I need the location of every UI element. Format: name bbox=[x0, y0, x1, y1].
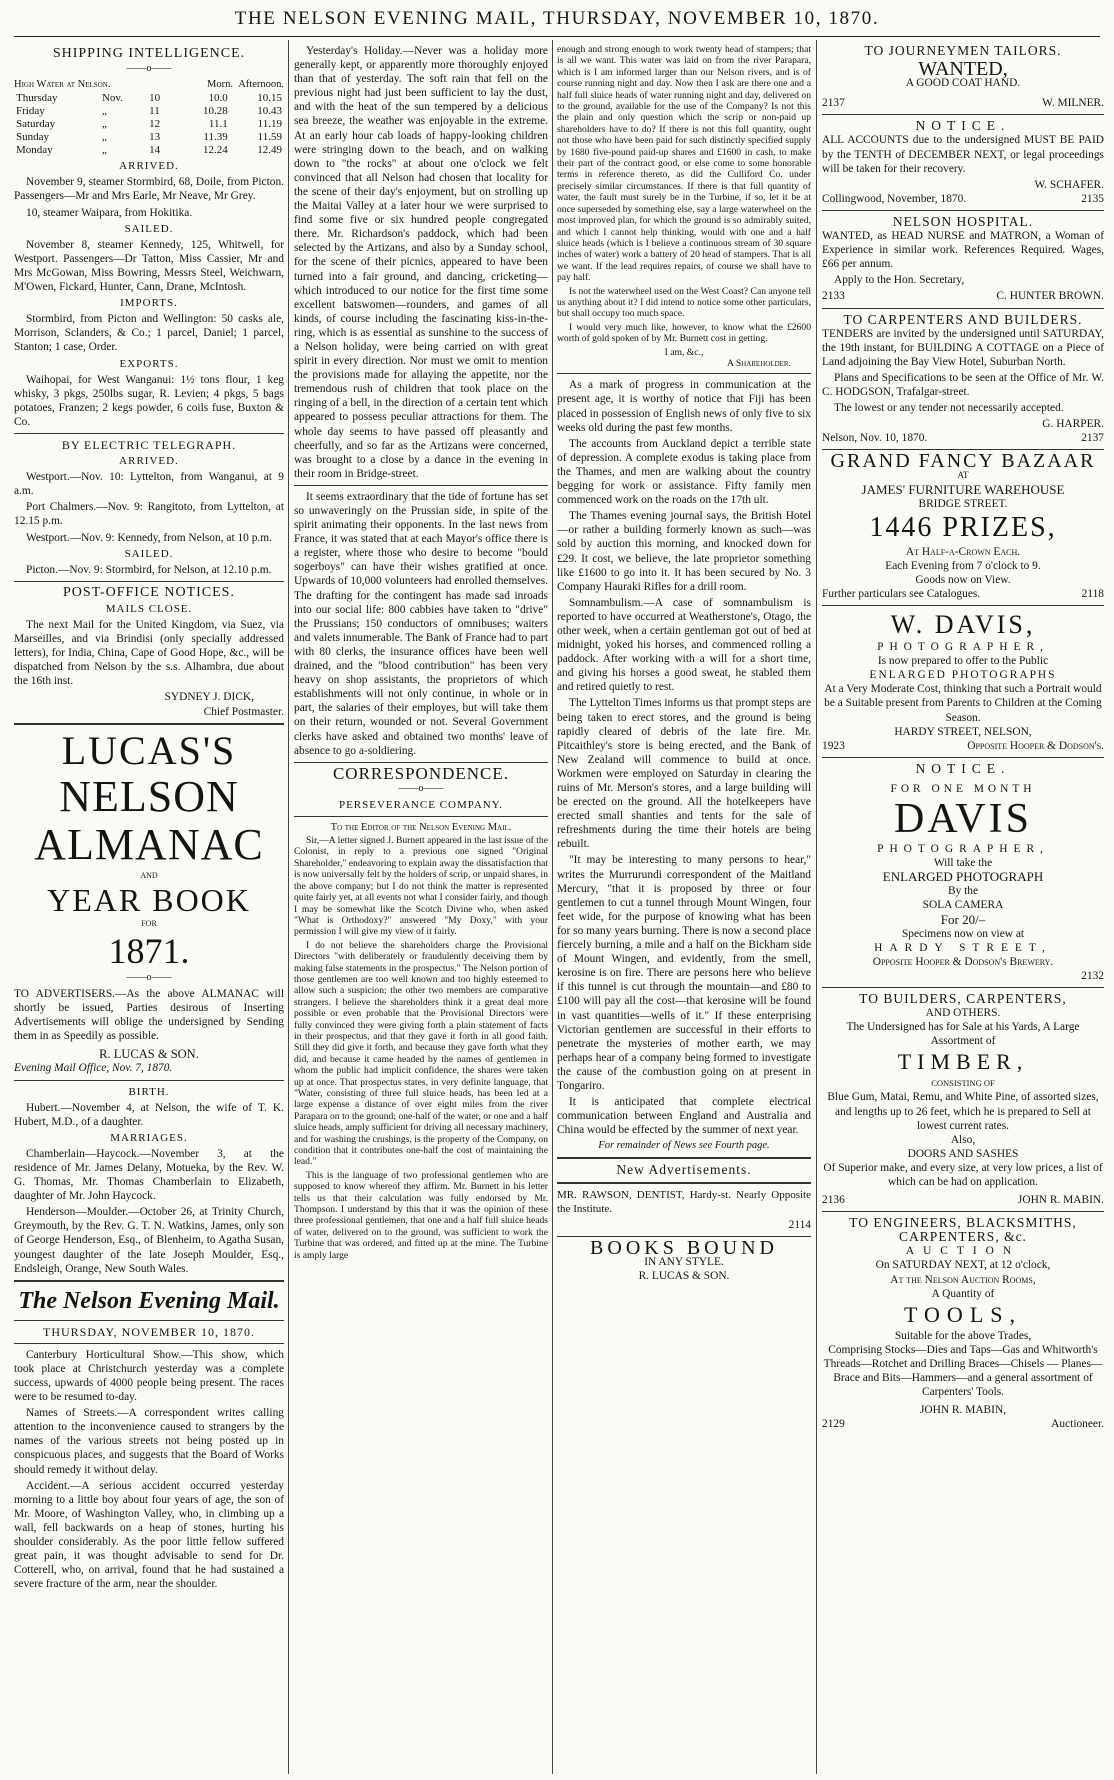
birth-heading: BIRTH. bbox=[128, 1085, 170, 1098]
remainder-note: For remainder of News see Fourth page. bbox=[598, 1140, 770, 1152]
letter-closing: I am, &c., bbox=[664, 346, 704, 358]
divider bbox=[14, 723, 284, 725]
tide-row bbox=[14, 131, 284, 144]
ad-engineers-line: A Quantity of bbox=[931, 1287, 995, 1300]
almanac-and: AND bbox=[140, 870, 158, 880]
almanac-title-2: NELSON ALMANAC bbox=[34, 771, 264, 869]
tide-cell-day: Sunday bbox=[16, 131, 49, 144]
imports-heading: IMPORTS. bbox=[120, 297, 178, 310]
ad-carpenters-lowest: The lowest or any tender not necessarily accepted. bbox=[834, 402, 1064, 415]
tide-cell-m: 11.1 bbox=[208, 118, 228, 131]
article-thames: The Thames evening journal says, the British Hotel—or rather a building formerly known as such—was sold by auction this morning, and knocked down for £29. It cost, we believe, the late proprietor something like £1600 to go into it. It has been secured by No. 3 Company Hauraki Rifles for a drill room. bbox=[557, 510, 811, 593]
tide-cell-d: 13 bbox=[149, 131, 161, 144]
tide-cell-d: 11 bbox=[149, 105, 160, 118]
ad-bazaar-each: At Half-a-Crown Each. bbox=[905, 545, 1021, 558]
mails-text: The next Mail for the United Kingdom, via Suez, via Marseilles, and via Brindisi (only specially addressed letters), for India, China, Cape of Good Hope, &c., will be dispatched from Nelson by the s.s. Alhambra, due about the 16th inst. bbox=[14, 619, 284, 688]
imports-entry: Stormbird, from Picton and Wellington: 50 casks ale, Morrison, Sclanders, & Co.; 1 parcel, Daniel; 1 parcel, Stanton; 1 case, Order. bbox=[14, 313, 284, 354]
ad-builders-superior: Of Superior make, and every size, at very low prices, a list of which can be had on application. bbox=[823, 1161, 1103, 1188]
almanac-date: Evening Mail Office, Nov. 7, 1870. bbox=[14, 1062, 173, 1075]
column-divider bbox=[816, 40, 817, 1774]
divider bbox=[14, 1320, 284, 1321]
divider bbox=[14, 1280, 284, 1282]
ad-davis-heading: W. DAVIS, bbox=[890, 610, 1036, 640]
ad-number: 2114 bbox=[788, 1218, 811, 1231]
ad-notice2-photographer: PHOTOGRAPHER, bbox=[877, 843, 1049, 856]
ornament: ——o—— bbox=[126, 63, 172, 75]
tide-cell-d: 14 bbox=[149, 144, 161, 157]
ad-engineers-line: On SATURDAY NEXT, at 12 o'clock, bbox=[875, 1259, 1051, 1272]
article-show: Canterbury Horticultural Show.—This show, which took place at Christchurch yesterday was a complete success, upwards of 4000 people being present. The races were to be resumed to-day. bbox=[14, 1348, 284, 1404]
ad-bazaar-prizes: 1446 PRIZES, bbox=[869, 511, 1057, 543]
ad-builders-doors: DOORS AND SASHES bbox=[907, 1147, 1019, 1160]
ad-coat-hand: A GOOD COAT HAND. bbox=[905, 77, 1021, 90]
divider bbox=[557, 373, 811, 374]
ad-number: 2133 bbox=[822, 290, 845, 303]
new-ads-heading: New Advertisements. bbox=[616, 1162, 752, 1178]
ad-bazaar-evening: Each Evening from 7 o'clock to 9. bbox=[885, 559, 1041, 572]
ad-date: Nelson, Nov. 10, 1870. bbox=[822, 432, 928, 445]
tide-cell-mon: „ bbox=[101, 144, 107, 157]
article-fiji: As a mark of progress in communication at the present age, it is worthy of notice that Fiji has been placed in possession of English news of only five to six weeks old during the past few months. bbox=[557, 379, 811, 434]
divider bbox=[822, 114, 1104, 115]
tide-cell-mon: Nov. bbox=[101, 92, 123, 105]
ad-number: 2136 bbox=[822, 1194, 845, 1207]
ad-carpenters-body: TENDERS are invited by the undersigned until SATURDAY, the 19th instant, for BUILDING A COTTAGE on a Piece of Land adjoining the Bay View Hotel, Suburban North. bbox=[822, 327, 1104, 368]
ad-builders-heading: TO BUILDERS, CARPENTERS, bbox=[859, 990, 1067, 1006]
tide-cell-a: 11.19 bbox=[257, 118, 282, 131]
ad-signature: JOHN R. MABIN, bbox=[919, 1404, 1007, 1417]
telegraph-entry: Picton.—Nov. 9: Stormbird, for Nelson, at 12.10 p.m. bbox=[26, 563, 272, 576]
tide-row bbox=[14, 118, 284, 131]
arrived-heading: ARRIVED. bbox=[119, 160, 179, 173]
ad-engineers-auctioneer: Auctioneer. bbox=[1051, 1418, 1104, 1431]
ad-wanted: WANTED, bbox=[918, 58, 1008, 81]
telegraph-heading: BY ELECTRIC TELEGRAPH. bbox=[61, 437, 237, 452]
telegraph-entry: Port Chalmers.—Nov. 9: Rangitoto, from Lyttelton, at 12.15 p.m. bbox=[14, 501, 284, 528]
ad-notice2-line: Will take the bbox=[933, 857, 993, 870]
paper-nameplate: The Nelson Evening Mail. bbox=[18, 1287, 280, 1314]
tide-cell-m: 12.24 bbox=[202, 144, 228, 157]
ad-bazaar-place: JAMES' FURNITURE WAREHOUSE bbox=[861, 481, 1065, 497]
tide-cell-day: Thursday bbox=[16, 92, 58, 105]
ad-davis-line: Opposite Hooper & Dodson's. bbox=[967, 739, 1104, 752]
ad-books-bound: BOOKS BOUND bbox=[590, 1236, 778, 1259]
divider bbox=[14, 433, 284, 434]
ad-tailors-heading: TO JOURNEYMEN TAILORS. bbox=[864, 44, 1062, 58]
ad-notice2-heading: NOTICE. bbox=[915, 760, 1011, 776]
mails-signature-title: Chief Postmaster. bbox=[203, 705, 284, 718]
tide-header-left: High Water at Nelson. bbox=[14, 79, 111, 91]
ad-davis-line: At a Very Moderate Cost, thinking that such a Portrait would be a Suitable present from Parents to Children at the Coming Season. bbox=[824, 683, 1102, 724]
tide-cell-mon: „ bbox=[101, 131, 107, 144]
ad-notice2-davis: DAVIS bbox=[894, 796, 1032, 843]
divider bbox=[14, 1080, 284, 1081]
ad-notice2-month: FOR ONE MONTH bbox=[890, 782, 1036, 795]
paper-dateline: THURSDAY, NOVEMBER 10, 1870. bbox=[42, 1324, 256, 1339]
ornament: ——o—— bbox=[398, 782, 444, 794]
tide-header-mid: Morn. bbox=[207, 79, 233, 91]
ad-notice2-line: By the bbox=[947, 885, 979, 898]
article-prussia: It seems extraordinary that the tide of fortune has set so unwaveringly on the Prussian side, in spite of the spirit animating their opponents. In the last news from France, it was stated that at each Mayor's office there is a register, where those who desire to become "bould sogerboys" can have their wishes gratified at once. Upwards of 10,000 volunteers had enrolled themselves. The drafting for the contingent has made sad inroads into our social life: 800 cabbies have taken to "drive" the Prussians; 150 conductors of omnibuses; waiters and valets innumerable. The Bank of France had to part with 80 clerks, the insurance offices have been well drained, and the "blood contribution" has been very heavy on shop assistants, the proprietors of which establishments will not only continue, in whole or in part, the salaries of their employes, but will take them on their return, wounded or not. Several Government clerks have asked and obtained two months' leave of absence to go a-soldiering. bbox=[294, 490, 548, 757]
letter-paragraph: I would very much like, however, to know what the £2600 worth of gold spoken of by Mr. Burnett cost in getting. bbox=[557, 321, 811, 345]
divider bbox=[822, 308, 1104, 309]
birth-entry: Hubert.—November 4, at Nelson, the wife of T. K. Hubert, M.D., of a daughter. bbox=[14, 1101, 284, 1128]
mails-heading: MAILS CLOSE. bbox=[105, 602, 193, 615]
tide-cell-mon: „ bbox=[101, 118, 107, 131]
shipping-heading: SHIPPING INTELLIGENCE. bbox=[52, 46, 246, 61]
tide-cell-a: 10.15 bbox=[257, 92, 282, 105]
ad-signature: W. SCHAFER. bbox=[1034, 178, 1104, 191]
article-streets: Names of Streets.—A correspondent writes calling attention to the inconvenience caused to strangers by the names of the various streets not being posted up in conspicuous places, and suggests that the Board of Works should remedy it without delay. bbox=[14, 1407, 284, 1476]
ad-number: 2135 bbox=[1081, 192, 1104, 205]
ad-number: 2132 bbox=[1081, 969, 1104, 982]
ad-engineers-list: Comprising Stocks—Dies and Taps—Gas and Whitworth's Threads—Rotchet and Drilling Braces—Chisels — Planes—Brace and Bits—Hammers—and a general assortment of Carpenters' Tools. bbox=[823, 1343, 1103, 1399]
arrived-entry: 10, steamer Waipara, from Hokitika. bbox=[26, 206, 193, 219]
ad-davis-line: ENLARGED PHOTOGRAPHS bbox=[869, 669, 1057, 682]
ad-notice-body: ALL ACCOUNTS due to the undersigned MUST BE PAID by the TENTH of DECEMBER NEXT, or legal proceedings will be taken for their recovery. bbox=[822, 134, 1104, 175]
tide-row bbox=[14, 92, 284, 105]
telegraph-entry: Westport.—Nov. 9: Kennedy, from Nelson, at 10 p.m. bbox=[26, 531, 272, 544]
divider bbox=[822, 210, 1104, 211]
ad-number: 2137 bbox=[1081, 432, 1104, 445]
ad-number: 2118 bbox=[1081, 588, 1104, 600]
almanac-signature: R. LUCAS & SON. bbox=[99, 1047, 199, 1062]
column-4 bbox=[822, 44, 1104, 1774]
ad-books-style: IN ANY STYLE. bbox=[644, 1255, 724, 1268]
tide-header bbox=[14, 78, 284, 92]
exports-entry: Waihopai, for West Wanganui: 1½ tons flour, 1 keg whisky, 3 pkgs, 250lbs sugar, R. Levien; 4 pkgs, 5 bags potatoes, Franzen; 2 kegs powder, 6 coils fuse, Buxton & Co. bbox=[14, 373, 284, 428]
ad-builders-body: The Undersigned has for Sale at his Yards, A Large Assortment of bbox=[846, 1021, 1080, 1048]
ad-engineers-heading-2: CARPENTERS, &c. bbox=[899, 1229, 1027, 1245]
tide-row bbox=[14, 105, 284, 118]
column-divider bbox=[552, 40, 553, 1774]
tide-cell-a: 10.43 bbox=[257, 105, 282, 118]
column-3 bbox=[557, 44, 811, 1774]
ad-rawson: MR. RAWSON, DENTIST, Hardy-st. Nearly Opposite the Institute. bbox=[557, 1188, 811, 1215]
article-telegraph: It is anticipated that complete electrical communication between England and Australia and China would be effected by the summer of next year. bbox=[557, 1096, 811, 1137]
divider bbox=[822, 987, 1104, 988]
tide-cell-m: 10.28 bbox=[202, 105, 228, 118]
article-accident: Accident.—A serious accident occurred yesterday morning to a little boy about four years of age, the son of Mr. Moore, of Washington Valley, who, in climbing up a wall, fell backwards on a heap of stones, hurting his shoulder considerably. As the poor little fellow suffered great pain, it was thought advisable to send for Dr. Cotterell, who, on arrival, found that he had sustained a severe fracture of the arm, near the shoulder. bbox=[14, 1479, 284, 1591]
divider bbox=[294, 485, 548, 486]
ad-notice2-line: ENLARGED PHOTOGRAPH bbox=[882, 869, 1044, 885]
ad-notice2-line: Specimens now on view at bbox=[901, 927, 1025, 940]
tide-table bbox=[14, 92, 284, 157]
ad-signature: JOHN R. MABIN. bbox=[1017, 1194, 1104, 1207]
tide-cell-mon: „ bbox=[101, 105, 107, 118]
tide-cell-a: 11.59 bbox=[257, 131, 282, 144]
article-somnambulism: Somnambulism.—A case of somnambulism is reported to have occurred at Weatherstone's, Otago, the other week, when a certain gentleman got out of bed at midnight, yoked his horses, and commenced rolling a paddock. After working with a will for a short time, and giving his horses a good sweat, he stabled them and retired quietly to rest. bbox=[557, 596, 811, 694]
tide-cell-day: Saturday bbox=[16, 118, 56, 131]
ad-notice2-line: SOLA CAMERA bbox=[922, 899, 1004, 912]
letter-signature: A Shareholder. bbox=[727, 357, 791, 369]
article-wingen: "It may be interesting to many persons to hear," writes the Murrurundi correspondent of the Maitland Mercury, "that it is proposed by three or four gentlemen to cut a tunnel through Mount Wingen, four feet wide, for the purpose of knowing what has been for so many years burning. There is now a second place fiercely burning, a mile and a half on the Bickham side of Mount Wingen, and evidently, from the smell, kerosine is on fire. There are persons here who believe if this tunnel is cut through the mountain—and £80 to £100 will pay all the cost—that kerosine will be found in vast quantities—wells of it." If these enterprising Victorian gentlemen are successful in their efforts to penetrate the mysteries of mother earth, we may perhaps hear of a company being formed to investigate the cause of the combustion going on at present in Tongariro. bbox=[557, 854, 811, 1092]
ad-bazaar-street: BRIDGE STREET. bbox=[918, 497, 1008, 510]
divider bbox=[557, 1182, 811, 1184]
ad-notice2-line: Opposite Hooper & Dodson's Brewery. bbox=[872, 955, 1054, 968]
tide-cell-a: 12.49 bbox=[257, 144, 282, 157]
ad-signature: G. HARPER. bbox=[1042, 418, 1104, 431]
ad-davis-photographer: PHOTOGRAPHER, bbox=[877, 641, 1049, 654]
arrived-entry: November 9, steamer Stormbird, 68, Doile, from Picton. Passengers—Mr and Mrs Earle, Mr Neave, Mr Grey. bbox=[14, 176, 284, 203]
telegraph-arrived-heading: ARRIVED. bbox=[119, 455, 179, 468]
ad-number: 2137 bbox=[822, 97, 845, 110]
ad-bazaar-goods: Goods now on View. bbox=[915, 573, 1011, 586]
article-holiday: Yesterday's Holiday.—Never was a holiday more generally kept, or apparently more thoroughly enjoyed than that of yesterday. The soft rain that fell on the previous night had just been sufficient to lay the dust, and with the heat of the sun tempered by a delicious sea breeze, the weather was enjoyable in the extreme. At an early hour cab loads of happy-looking children were stringing down to the beach, and on walking down to "the rocks" at about one o'clock we felt convinced that all Nelson had chosen that locality for the scene of their day's enjoyment, but on strolling up the Maitai Valley at a later hour we were surprised to find some five or six hundred people congregated there. Mr. Richardson's paddock, which had been selected by the Artizans, and also by a Sunday school, for the scene of their picnics, appeared to have been turned into a fair ground, and dancing, cricketing—which introduced to our notice for the first time some excellent batswomen—rounders, and games of all kinds, of course including the fascinating kiss-in-the-ring, which is as essential as sunshine to the success of a Nelson holiday, were being carried on with great spirit in every direction. Nor must we omit to mention the provisions made for allaying the appetite, nor the tremendous rush of children that took place on the ringing of a bell, in the direction of a certain tent which appeared to possess peculiar attractions for them. The whole day seems to have passed off pleasantly and cheerfully, and so far as the Artizans were concerned, was brought to a close by a dance in the evening in their room in Bridge-street. bbox=[294, 45, 548, 480]
divider bbox=[822, 757, 1104, 758]
ad-bazaar-at: AT bbox=[957, 470, 969, 481]
telegraph-sailed-heading: SAILED. bbox=[124, 547, 174, 560]
ad-davis-line: Is now prepared to offer to the Public bbox=[877, 655, 1049, 668]
divider bbox=[14, 1343, 284, 1344]
tide-cell-m: 10.0 bbox=[208, 92, 228, 105]
ad-carpenters-heading: TO CARPENTERS AND BUILDERS. bbox=[843, 311, 1083, 327]
ad-place: Collingwood, November, 1870. bbox=[822, 192, 967, 205]
ad-signature: W. MILNER. bbox=[1042, 97, 1104, 110]
column-2 bbox=[294, 44, 548, 1774]
almanac-year: 1871. bbox=[108, 930, 190, 971]
telegraph-entry: Westport.—Nov. 10: Lyttelton, from Wanganui, at 9 a.m. bbox=[14, 471, 284, 498]
correspondence-addressee: To the Editor of the Nelson Evening Mail. bbox=[330, 821, 512, 833]
ad-builders-consisting: CONSISTING OF bbox=[931, 1078, 995, 1089]
divider bbox=[294, 816, 548, 817]
letter-paragraph: Sir,—A letter signed J. Burnett appeared in the last issue of the Colonist, in reply to a previous one signed "Original Shareholder," endeavoring to explain away the dissatisfaction that is now universally felt by the holders of scrip, or unpaid shares, in the above company; but I do not think the matter is represented quite fairly yet, at all events not what I consider fairly, and though I may be somewhat like the Scotch Divine who, when asked "What is Orthodoxy?" answered "My Doxy," with your permission I will give my view of it fairly. bbox=[294, 835, 548, 938]
ad-davis-line: HARDY STREET, NELSON, bbox=[894, 725, 1032, 738]
article-auckland: The accounts from Auckland depict a terrible state of depression. A complete exodus is taking place from the Thames, and men are walking about the country begging for work or assistance. Fifty family men commenced work on the roads on the 17th ult. bbox=[557, 437, 811, 507]
ad-number: 2129 bbox=[822, 1418, 845, 1431]
ad-builders-also: Also, bbox=[950, 1133, 976, 1146]
letter-paragraph: enough and strong enough to work twenty head of stampers; that is all we want. This water was laid on from the river Parapara, which is I am informed larger than our Nelson rivers, and is of course running night and day. Now then I ask are there one and a half full sluice heads of water running night and day, delivered on to the ground, available for the use of the Company? Is not this the plain and only question which the scrip or non-paid up shareholders have to do? If there is not this full quantity, ought not those who have been paid for such distinctly specified supply by 1680 five-pound paid-up shares and £1600 in cash, to make their part of the contract good, or else come to some honorable terms in reference thereto, as did the Culliford Co. under precisely similar circumstances. If there is that full quantity of water, the fault must surely be in the Turbine, if so, let it be at once superseded by something else, say a large waterwheel on the most improved plan, for which the ground is so admirably suited, and which I cannot help thinking, would with one and a half sluice heads (which is I believe a continuous stream of 30 square inches of water) work a battery of 20 head of stampers. That is all we want. If the lead requires repairs, of course we shall have to pay half. bbox=[557, 44, 811, 284]
masthead-rule bbox=[14, 36, 1100, 37]
ornament: ——o—— bbox=[126, 971, 172, 983]
divider bbox=[14, 581, 284, 582]
ad-builders-timber: TIMBER, bbox=[897, 1049, 1029, 1075]
mails-signature: SYDNEY J. DICK, bbox=[164, 691, 254, 704]
ad-notice2-line: For 20/– bbox=[940, 911, 986, 927]
tide-cell-d: 12 bbox=[149, 118, 161, 131]
ad-notice2-line: HARDY STREET, bbox=[874, 941, 1052, 954]
sailed-entry: November 8, steamer Kennedy, 125, Whitwell, for Westport. Passengers—Dr Tatton, Miss Cassier, Mr and Mrs McGowan, Miss Bowring, Messrs Steel, Weichwarn, M'Owen, Fickard, Hunter, Cann, Drane, McIntosh. bbox=[14, 238, 284, 294]
almanac-title-3: YEAR BOOK bbox=[47, 881, 251, 918]
marriages-heading: MARRIAGES. bbox=[110, 1131, 188, 1144]
column-1 bbox=[14, 44, 284, 1774]
post-office-heading: POST-OFFICE NOTICES. bbox=[63, 584, 235, 600]
ad-books-signature: R. LUCAS & SON. bbox=[638, 1270, 730, 1282]
ad-number: 1923 bbox=[822, 739, 845, 752]
correspondence-heading: CORRESPONDENCE. bbox=[332, 763, 510, 783]
marriage-entry: Henderson—Moulder.—October 26, at Trinity Church, Greymouth, by the Rev. G. T. N. Watkins, James, only son of George Henderson, Esq., of Blenheim, to Agatha Susan, youngest daughter of the late Joseph Moulder, Esq., Endsleigh, Orange, New South Wales. bbox=[14, 1206, 284, 1275]
column-divider bbox=[288, 40, 289, 1774]
tide-cell-day: Friday bbox=[16, 105, 45, 118]
letter-paragraph: Is not the waterwheel used on the West Coast? Can anyone tell us anything about it? I did intend to notice some other particulars, but shall occupy too much space. bbox=[557, 285, 811, 320]
masthead: THE NELSON EVENING MAIL, THURSDAY, NOVEMBER 10, 1870. bbox=[234, 8, 880, 29]
ad-engineers-heading: TO ENGINEERS, BLACKSMITHS, bbox=[849, 1215, 1077, 1231]
ad-builders-list: Blue Gum, Matai, Remu, and White Pine, of assorted sizes, and lengths up to 26 feet, which he is prepared to Sell at lowest current rates. bbox=[827, 1091, 1099, 1132]
letter-paragraph: I do not believe the shareholders charge the Provisional Directors "with deliberately or fraudulently deceiving them by making false statements in the prospectus." The Nelson portion of those gentlemen are too well known and too highly esteemed to allow such a suspicion; the other two members are comparative strangers. I believe the shareholders think it a great deal more possible or even probable that the Provisional Directors were fully convinced they were giving forth a plain statement of facts in their prospectus, and that they gave it forth in all good faith. Still they did give it forth, and because they gave forth what they did, and because it came headed by the names of gentlemen in whom the public had implicit confidence, the shares were taken up at once. That prospectus states, in very definite language, that "Water, consisting of three full sluice heads, has been led at a large expense a distance of over eight miles from the river Parapara on to the ground; one-half of the water, or one and a half sluice heads, amply sufficient for driving all necessary machinery, and for washing the crushings, is the property of the Company, on condition that it contributes one-half the cost of maintaining the lead." bbox=[294, 939, 548, 1168]
divider bbox=[557, 1157, 811, 1159]
divider bbox=[822, 605, 1104, 606]
ad-signature: C. HUNTER BROWN. bbox=[996, 290, 1104, 303]
ad-builders-heading-2: AND OTHERS. bbox=[925, 1007, 1001, 1020]
tide-cell-d: 10 bbox=[149, 92, 161, 105]
ad-hospital-heading: NELSON HOSPITAL. bbox=[892, 213, 1034, 229]
tide-cell-m: 11.39 bbox=[203, 131, 228, 144]
sailed-heading: SAILED. bbox=[124, 222, 174, 235]
correspondence-subheading: PERSEVERANCE COMPANY. bbox=[338, 798, 504, 811]
tide-row bbox=[14, 144, 284, 157]
tide-header-right: Afternoon. bbox=[238, 79, 284, 91]
divider bbox=[822, 1211, 1104, 1212]
almanac-for: FOR bbox=[141, 918, 157, 928]
ad-engineers-line: Suitable for the above Trades, bbox=[894, 1329, 1032, 1342]
ad-bazaar-further: Further particulars see Catalogues. bbox=[822, 588, 981, 600]
ad-engineers-line: At the Nelson Auction Rooms, bbox=[890, 1273, 1036, 1286]
ad-bazaar-heading: GRAND FANCY BAZAAR bbox=[830, 450, 1096, 473]
ad-hospital-body: WANTED, as HEAD NURSE and MATRON, a Woman of Experience in similar work. References Required. Wages, £66 per annum. bbox=[822, 230, 1104, 271]
ad-hospital-apply: Apply to the Hon. Secretary, bbox=[834, 274, 965, 287]
marriage-entry: Chamberlain—Haycock.—November 3, at the residence of Mr. James Delany, Motueka, by the Rev. W. G. Thomas, Mr. Thomas Chamberlain to Elizabeth, daughter of Mr. John Haycock. bbox=[14, 1147, 284, 1203]
exports-heading: EXPORTS. bbox=[119, 357, 179, 370]
ad-notice-heading: NOTICE. bbox=[915, 118, 1011, 134]
ad-engineers-auction: AUCTION bbox=[905, 1245, 1021, 1258]
ad-engineers-tools: TOOLS, bbox=[904, 1301, 1022, 1327]
ad-carpenters-plans: Plans and Specifications to be seen at the Office of Mr. W. C. HODGSON, Trafalgar-street. bbox=[822, 371, 1104, 398]
divider bbox=[294, 762, 548, 763]
almanac-title-1: LUCAS'S bbox=[61, 727, 237, 773]
tide-cell-day: Monday bbox=[16, 144, 53, 157]
almanac-body: TO ADVERTISERS.—As the above ALMANAC will shortly be issued, Parties desirous of Inserting Advertisements will oblige the undersigned by Sending them in as Speedily as possible. bbox=[14, 987, 284, 1043]
article-lyttelton: The Lyttelton Times informs us that prompt steps are being taken to erect stores, and the ground is being rapidly cleared of debris of the late fire. Mr. Pitcaithley's store is being erected, and the Bank of New Zealand will commence to build at once. Workmen were employed on Saturday in clearing the ruins of Mr. Merson's stores, and a large building will be erected on the ground. All the hotelkeepers have erected small shanties and tents for the sale of refreshments during the time their hotels are being rebuilt. bbox=[557, 697, 811, 851]
letter-paragraph: This is the language of two professional gentlemen who are supposed to know whereof they affirm. Mr. Burnett in his letter tells us that their calculation was fully endorsed by Mr. Thompson. I understand by this that it was the opinion of these three professional gentlemen, that one and a half full sluice heads of water, delivered on to the ground, was sufficient to work the Turbine that was ordered, and fitted up at the mine. The Turbine is amply large bbox=[294, 1169, 548, 1261]
